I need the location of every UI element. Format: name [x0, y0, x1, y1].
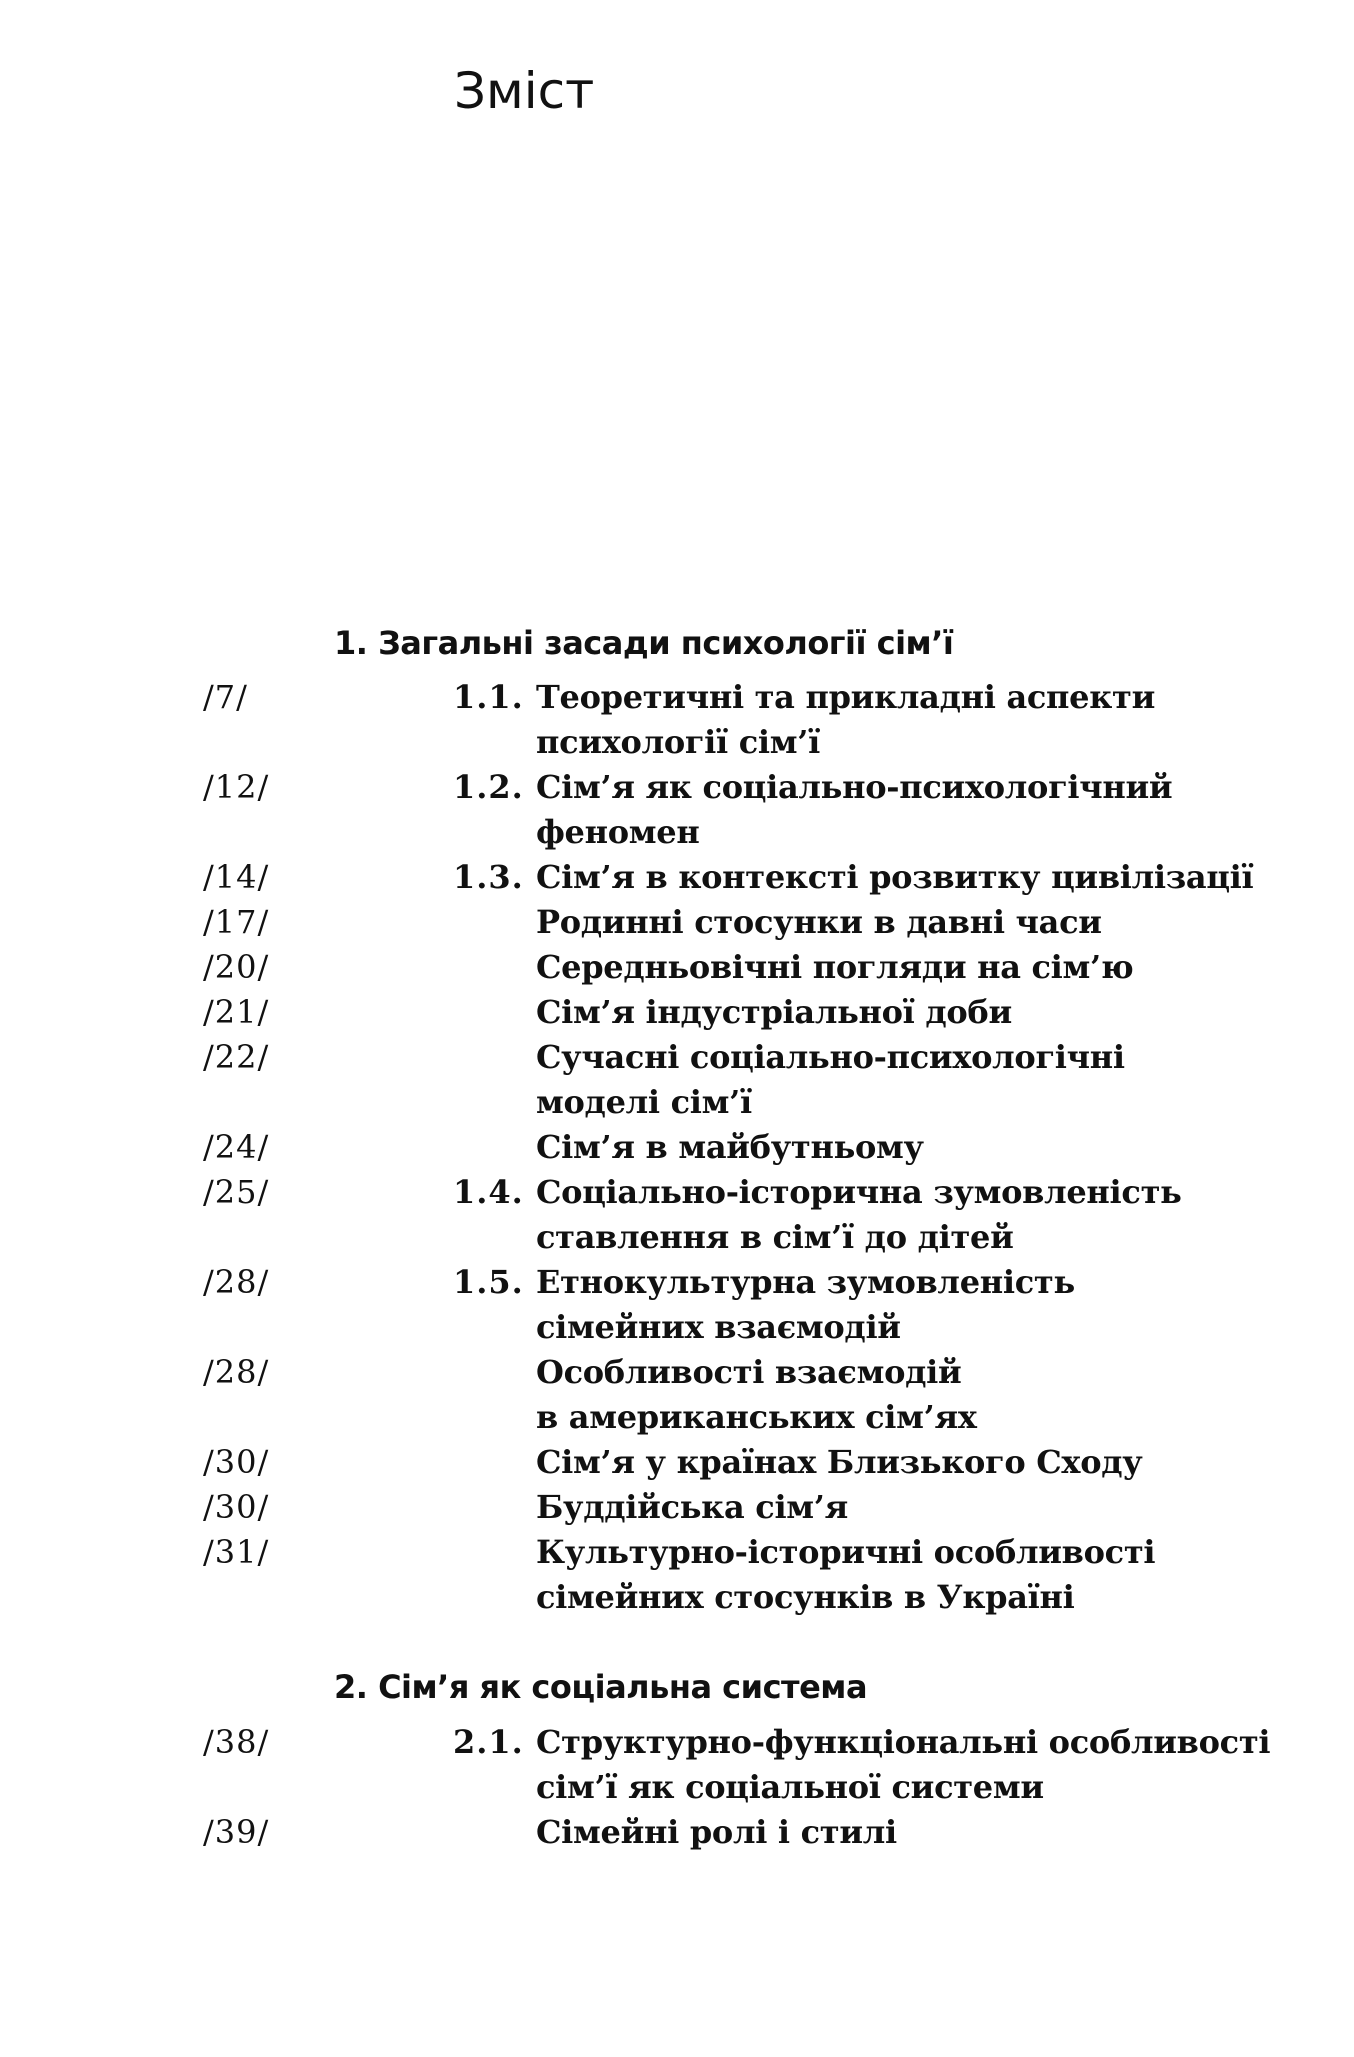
toc-entry[interactable] — [0, 945, 1354, 990]
toc-entry-page: /20/ — [203, 948, 270, 986]
toc-entry-title: Сім’я у країнах Близького Сходу — [536, 1443, 1143, 1481]
toc-entry[interactable] — [0, 1170, 1354, 1260]
toc-entry-title: Сімейні ролі і стилі — [536, 1813, 897, 1851]
chapter-1-heading: 1. Загальні засади психології сім’ї — [334, 624, 954, 662]
toc-entry-title: Сім’я в майбутньому — [536, 1128, 924, 1166]
toc-entry-page: /24/ — [203, 1128, 270, 1166]
toc-entry-title: Етнокультурна зумовленість сімейних взаємодій — [536, 1263, 1075, 1346]
toc-entry[interactable] — [0, 765, 1354, 855]
toc-entry-page: /22/ — [203, 1038, 270, 1076]
toc-entry-title: Середньовічні погляди на сім’ю — [536, 948, 1134, 986]
toc-entry-page: /14/ — [203, 858, 270, 896]
toc-entry-title: Сім’я як соціально-психологічний феномен — [536, 768, 1173, 851]
toc-entry-page: /12/ — [203, 768, 270, 806]
toc-entry-title: Буддійська сім’я — [536, 1488, 848, 1526]
chapter-1-entries — [0, 675, 1354, 1620]
toc-entry-page: /31/ — [203, 1533, 270, 1571]
toc-entry-page: /30/ — [203, 1443, 270, 1481]
toc-entry[interactable] — [0, 1440, 1354, 1485]
toc-entry[interactable] — [0, 675, 1354, 765]
toc-entry-title: Родинні стосунки в давні часи — [536, 903, 1102, 941]
toc-entry-page: /38/ — [203, 1723, 270, 1761]
toc-entry[interactable] — [0, 1810, 1354, 1855]
toc-entry[interactable] — [0, 1125, 1354, 1170]
toc-entry[interactable] — [0, 990, 1354, 1035]
toc-entry-title: Культурно-історичні особливості сімейних стосунків в Україні — [536, 1533, 1156, 1616]
toc-entry-title: Сім’я індустріальної доби — [536, 993, 1012, 1031]
toc-entry-page: /21/ — [203, 993, 270, 1031]
toc-entry-title: Сім’я в контексті розвитку цивілізації — [536, 858, 1254, 896]
toc-entry-number: 1.1. — [453, 678, 524, 716]
toc-entry-title: Особливості взаємодій в американських сім’ях — [536, 1353, 977, 1436]
chapter-2-entries — [0, 1720, 1354, 1855]
toc-entry-number: 1.4. — [453, 1173, 524, 1211]
toc-entry[interactable] — [0, 900, 1354, 945]
toc-entry[interactable] — [0, 1720, 1354, 1810]
toc-entry-title: Соціально-історична зумовленість ставлення в сім’ї до дітей — [536, 1173, 1182, 1256]
toc-entry-page: /39/ — [203, 1813, 270, 1851]
toc-entry[interactable] — [0, 1260, 1354, 1350]
toc-entry-number: 2.1. — [453, 1723, 524, 1761]
toc-entry-page: /17/ — [203, 903, 270, 941]
toc-entry[interactable] — [0, 1485, 1354, 1530]
toc-entry-page: /25/ — [203, 1173, 270, 1211]
toc-entry[interactable] — [0, 1350, 1354, 1440]
toc-entry-number: 1.3. — [453, 858, 524, 896]
chapter-2-heading: 2. Сім’я як соціальна система — [334, 1668, 868, 1706]
toc-entry-page: /30/ — [203, 1488, 270, 1526]
page-title: Зміст — [454, 62, 595, 120]
toc-entry-number: 1.2. — [453, 768, 524, 806]
toc-entry[interactable] — [0, 1530, 1354, 1620]
toc-entry-page: /28/ — [203, 1353, 270, 1391]
toc-entry-title: Структурно-функціональні особливості сім’ї як соціальної системи — [536, 1723, 1271, 1806]
toc-entry[interactable] — [0, 855, 1354, 900]
toc-entry-page: /7/ — [203, 678, 248, 716]
toc-entry-page: /28/ — [203, 1263, 270, 1301]
toc-entry-title: Теоретичні та прикладні аспекти психології сім’ї — [536, 678, 1156, 761]
toc-entry[interactable] — [0, 1035, 1354, 1125]
toc-entry-number: 1.5. — [453, 1263, 524, 1301]
toc-entry-title: Сучасні соціально-психологічні моделі сім’ї — [536, 1038, 1125, 1121]
